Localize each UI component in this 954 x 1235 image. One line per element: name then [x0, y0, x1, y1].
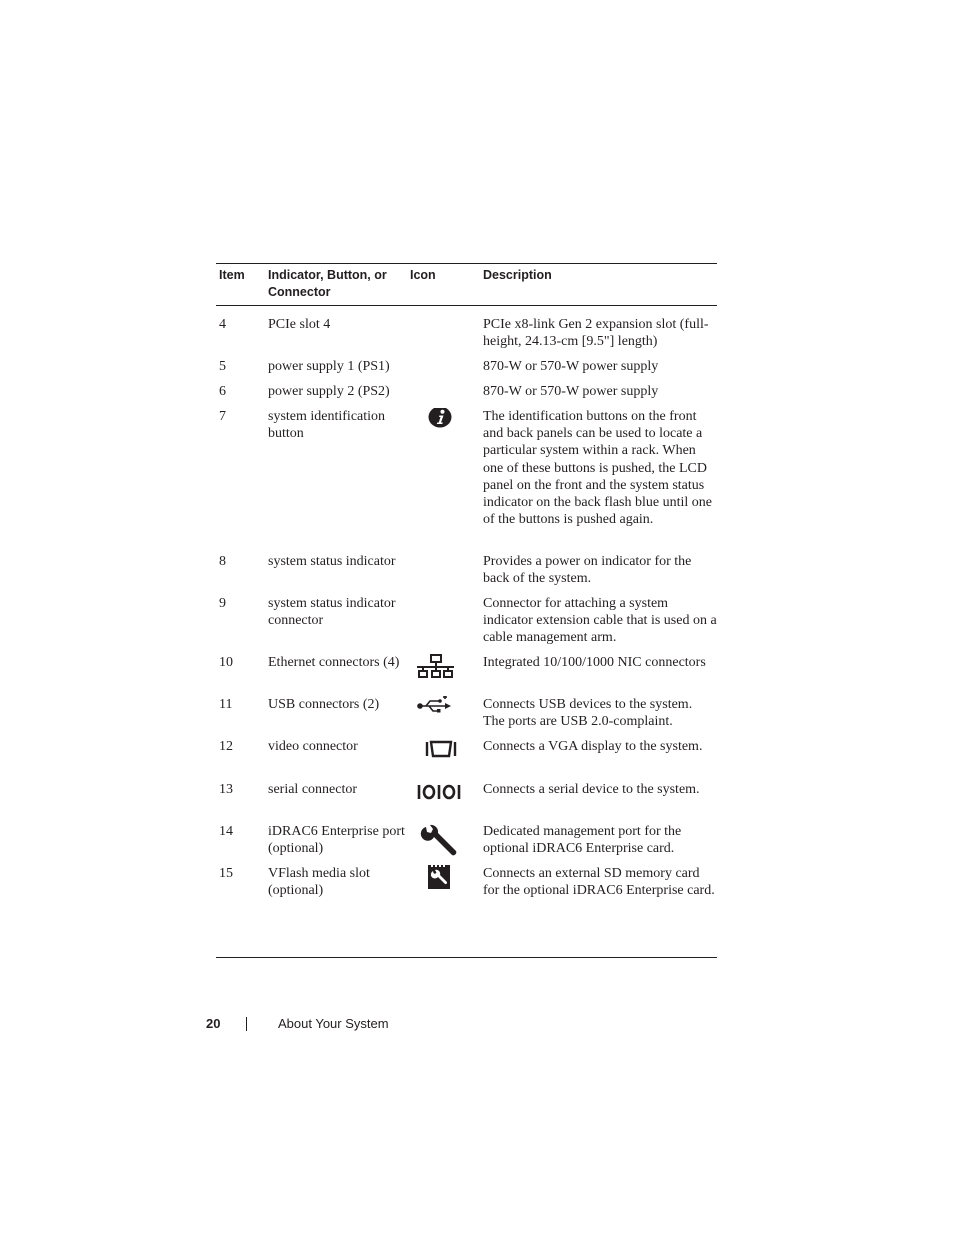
item-description: Provides a power on indicator for the back of the system. [483, 554, 692, 587]
connector-table [216, 263, 717, 958]
header-indicator [268, 267, 387, 301]
item-number: 12 [219, 739, 233, 754]
item-name: system identification button [268, 409, 386, 442]
item-name: power supply 1 (PS1) [268, 359, 390, 374]
item-number: 15 [219, 866, 233, 881]
item-name: system status indicator connector [268, 596, 396, 629]
item-number: 14 [219, 824, 233, 839]
item-description: Connector for attaching a system indicator extension cable that is used on a cable management arm. [483, 596, 717, 646]
item-number: 8 [219, 554, 226, 569]
video-icon [414, 738, 470, 778]
item-description: 870-W or 570-W power supply [483, 384, 659, 399]
wrench-icon [414, 823, 470, 863]
item-description: PCIe x8-link Gen 2 expansion slot (full-height, 24.13-cm [9.5"] length) [483, 317, 709, 350]
item-description: Dedicated management port for the optional iDRAC6 Enterprise card. [483, 824, 682, 857]
item-number: 6 [219, 384, 226, 399]
item-number: 10 [219, 655, 233, 670]
header-indicator-line2: Connector [268, 285, 331, 299]
item-name: serial connector [268, 782, 358, 797]
item-name: Ethernet connectors (4) [268, 655, 400, 670]
header-indicator-line1: Indicator, Button, or [268, 268, 387, 282]
item-name: system status indicator [268, 554, 396, 569]
item-number: 11 [219, 697, 233, 712]
serial-icon [414, 781, 470, 821]
section-title: About Your System [278, 1016, 389, 1031]
header-description: Description [483, 268, 552, 282]
item-name: iDRAC6 Enterprise port (optional) [268, 824, 405, 857]
item-description: Connects an external SD memory card for the optional iDRAC6 Enterprise card. [483, 866, 715, 899]
item-number: 9 [219, 596, 226, 611]
item-description: Integrated 10/100/1000 NIC connectors [483, 655, 706, 670]
network-icon [414, 654, 470, 694]
item-description: Connects a VGA display to the system. [483, 739, 703, 754]
item-number: 4 [219, 317, 226, 332]
item-number: 5 [219, 359, 226, 374]
table-header [216, 264, 717, 306]
footer-divider [246, 1017, 247, 1031]
item-description: Connects USB devices to the system. The ports are USB 2.0-complaint. [483, 697, 693, 730]
item-name: VFlash media slot (optional) [268, 866, 370, 899]
sd-card-icon [414, 865, 470, 905]
item-name: power supply 2 (PS2) [268, 384, 390, 399]
item-name: PCIe slot 4 [268, 317, 331, 332]
usb-icon [414, 696, 470, 736]
page-number: 20 [206, 1016, 221, 1031]
item-description: The identification buttons on the front and back panels can be used to locate a particular system within a rack. When one of these buttons is pushed, the LCD panel on the front and the system status indicator on the back flash blue until one of the buttons is pushed again. [483, 409, 712, 528]
header-item: Item [219, 268, 245, 282]
item-number: 7 [219, 409, 226, 424]
item-name: video connector [268, 739, 358, 754]
item-description: 870-W or 570-W power supply [483, 359, 659, 374]
item-number: 13 [219, 782, 233, 797]
header-icon: Icon [410, 268, 436, 282]
item-name: USB connectors (2) [268, 697, 380, 712]
item-description: Connects a serial device to the system. [483, 782, 700, 797]
identification-icon [414, 408, 470, 448]
